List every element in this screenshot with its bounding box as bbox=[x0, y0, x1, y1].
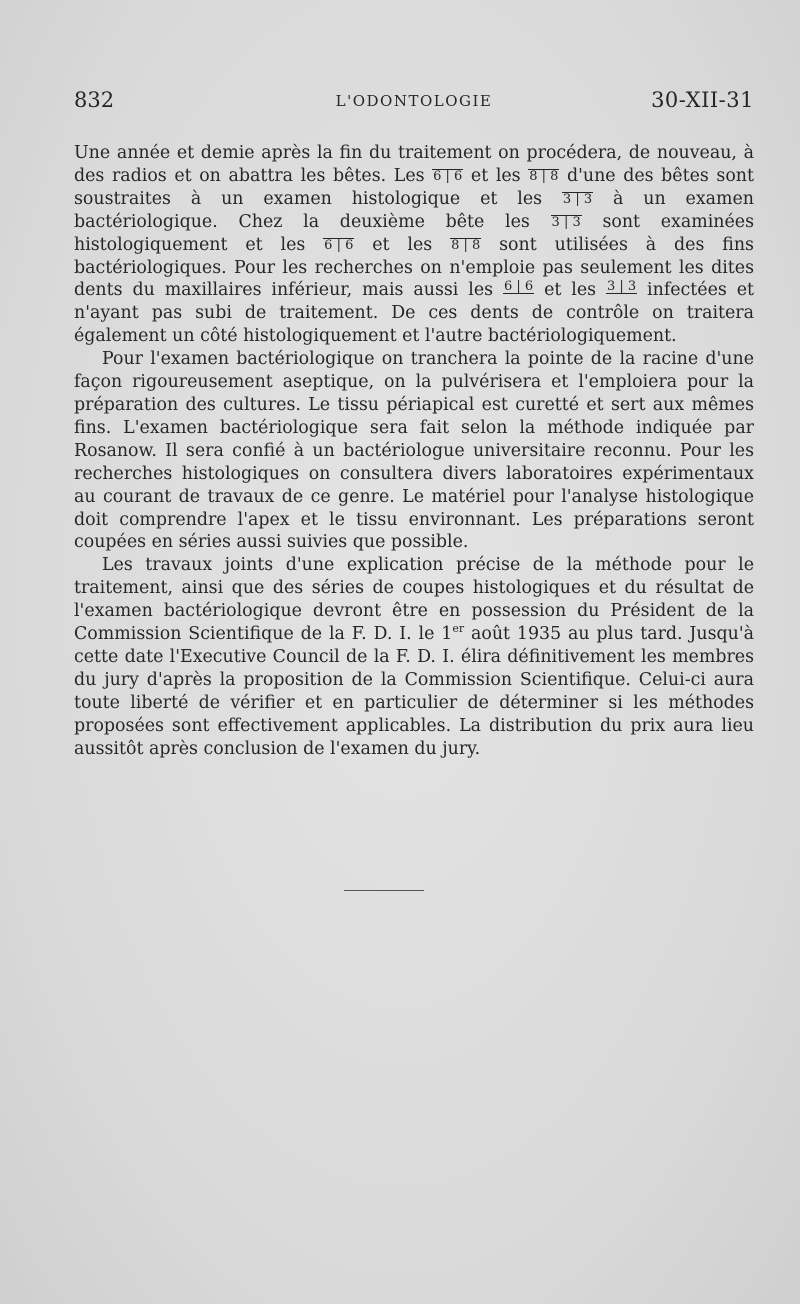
text-run: et les bbox=[354, 234, 451, 255]
tooth-notation: 3 | 3 bbox=[606, 279, 637, 295]
text-run: sont examinées histologiquement et les bbox=[74, 211, 754, 255]
tooth-notation: 6 | 6 bbox=[324, 237, 354, 253]
paragraph-3 bbox=[74, 554, 754, 760]
journal-title: L'ODONTOLOGIE bbox=[335, 92, 493, 110]
text-run: et les bbox=[534, 280, 606, 301]
text-run: infectées et n'ayant pas subi de traitement. De ces dents de contrôle on traitera également un côté histologiquement et l'autre bactériologiquement. bbox=[74, 280, 754, 347]
running-header bbox=[74, 88, 754, 118]
body-text bbox=[74, 142, 754, 760]
tooth-notation: 6 | 6 bbox=[433, 168, 463, 184]
issue-date: 30-XII-31 bbox=[651, 88, 754, 112]
ordinal-superscript: er bbox=[452, 622, 465, 636]
text-run: et les bbox=[463, 165, 529, 186]
text-run: Les travaux joints d'une explication précise de la méthode pour le traitement, ainsi que des séries de coupes histologiques et du résultat de l'examen bactériologique devront être en possession du Président de la Commission Scientifique de la F. D. I. le 1 bbox=[74, 555, 754, 645]
text-run: août 1935 au plus tard. Jusqu'à cette date l'Executive Council de la F. D. I. élira définitivement les membres du jury d'après la proposition de la Commission Scientifique. Celui-ci aura toute liberté de vérifier et en particulier de déterminer si les méthodes proposées sont effectivement applicables. La distribution du prix aura lieu aussitôt après conclusion de l'examen du jury. bbox=[74, 624, 754, 759]
tooth-notation: 3 | 3 bbox=[551, 214, 581, 230]
tooth-notation: 8 | 8 bbox=[529, 168, 559, 184]
paragraph-2: Pour l'examen bactériologique on tranchera la pointe de la racine d'une façon rigoureusement aseptique, on la pulvérisera et l'emploiera pour la préparation des cultures. Le tissu périapical est curetté et sert aux mêmes fins. L'examen bactériologique sera fait selon la méthode indiquée par Rosanow. Il sera confié à un bactériologue universitaire reconnu. Pour les recherches histologiques on consultera divers laboratoires expérimentaux au courant de travaux de ce genre. Le matériel pour l'analyse histologique doit comprendre l'apex et le tissu environnant. Les préparations seront coupées en séries aussi suivies que possible. bbox=[74, 349, 754, 553]
text-run: d'une des bêtes sont soustraites à un examen histologique et les bbox=[74, 165, 754, 209]
text-run: à un examen bactériologique. Chez la deuxième bête les bbox=[74, 188, 754, 232]
end-rule bbox=[344, 890, 424, 891]
tooth-notation: 6 | 6 bbox=[503, 279, 534, 295]
tooth-notation: 3 | 3 bbox=[562, 191, 593, 207]
text-run: Une année et demie après la fin du traitement on procédera, de nouveau, à des radios et on abattra les bêtes. Les bbox=[74, 143, 754, 186]
tooth-notation: 8 | 8 bbox=[451, 237, 481, 253]
page-number: 832 bbox=[74, 88, 115, 112]
text-run: sont utilisées à des fins bactériologiques. Pour les recherches on n'emploie pas seulement les dites dents du maxillaires inférieur, mais aussi les bbox=[74, 234, 754, 301]
paragraph-1 bbox=[74, 142, 754, 348]
